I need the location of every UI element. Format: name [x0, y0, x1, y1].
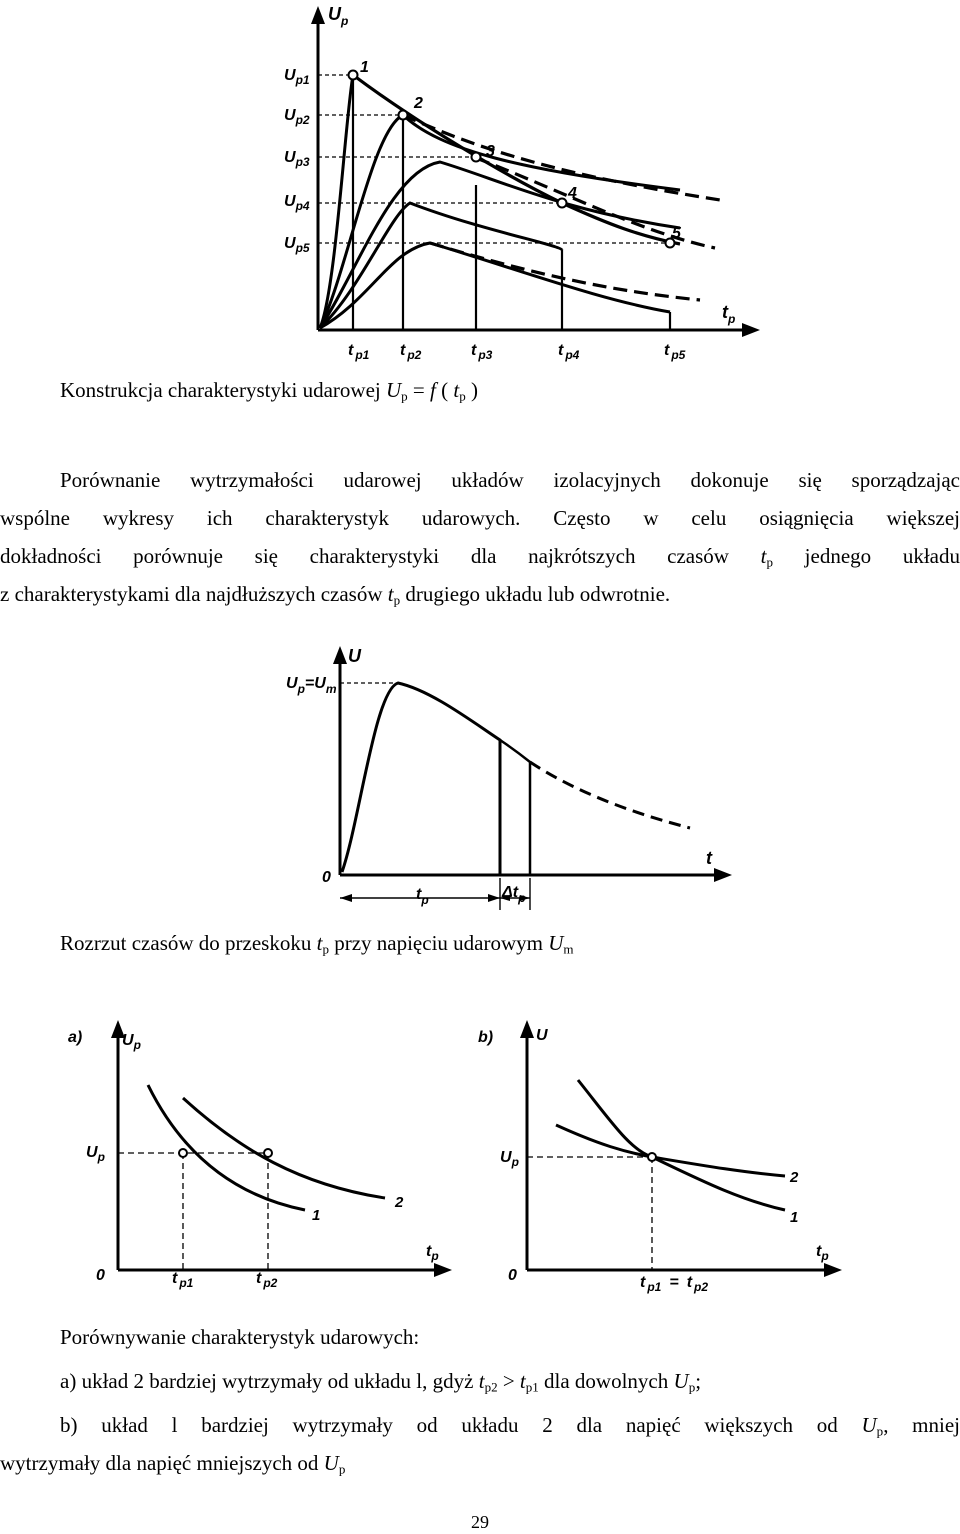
panel-a-origin: 0 [96, 1267, 105, 1284]
point-label-2: 2 [414, 95, 423, 112]
panel-a-curve-1 [148, 1085, 305, 1210]
level-label-up2: $U_{p2}$ [284, 107, 310, 127]
caption1-open: ( [435, 378, 454, 402]
panel-a-x-label: $t_p$ [426, 1243, 439, 1263]
panel-b-label: b) [478, 1029, 494, 1046]
caption-figure3 [0, 1318, 960, 1482]
panel-a-level-label: $U_p$ [86, 1144, 105, 1164]
delta-tp-label: $\Delta t_p$ [502, 884, 526, 905]
dashed-envelope-bottom [430, 243, 700, 300]
arrow-left [340, 894, 352, 902]
point-label-5: 5 [672, 225, 681, 242]
caption1-t: t [453, 378, 460, 402]
point-label-3: 3 [486, 143, 495, 160]
panel-b-curve-2-label: 2 [790, 1169, 799, 1186]
paragraph-line-4: z charakterystykami dla najdłuższych czasów $t_p$ drugiego układu lub odwrotnie. [0, 582, 671, 608]
caption1-t-sub: p [459, 388, 466, 404]
panel-a-curve-2 [183, 1098, 385, 1198]
paragraph-comparison [0, 461, 960, 613]
dashed-envelope-upper [403, 115, 720, 200]
panel-a-label: a) [68, 1029, 83, 1046]
panel-a-dashed-lines [118, 1153, 268, 1270]
level-label-up5: $U_{p5}$ [284, 235, 310, 255]
panel-b-y-arrow [520, 1020, 534, 1038]
panel-b-origin: 0 [508, 1267, 517, 1284]
time-label-tp3: t $_{p3}$ [471, 342, 493, 362]
caption1-f: f [430, 378, 436, 402]
origin-label: 0 [322, 869, 331, 886]
caption3-line-b2: wytrzymały dla napięć mniejszych od $U_p$ [0, 1451, 346, 1477]
point-label-1: 1 [360, 59, 369, 76]
paragraph-line-3: dokładności porównuje się charakterystyki dla najkrótszych czasów $t_p$ jednego układu [0, 544, 960, 570]
figure-time-scatter [0, 640, 960, 920]
caption3-title: Porównywanie charakterystyk udarowych: [60, 1325, 420, 1349]
time-label-tp4: t $_{p4}$ [558, 342, 580, 362]
impulse-wave-second [500, 740, 530, 875]
caption-figure1 [60, 378, 478, 404]
caption1-u: U [385, 378, 402, 402]
panel-a-tp1-label: t $_{p1}$ [172, 1270, 194, 1290]
panel-a-point-1 [179, 1149, 187, 1157]
caption1-close: ) [465, 378, 478, 402]
panel-b-curve-1-label: 1 [790, 1209, 799, 1226]
panel-b-curve-2 [556, 1125, 785, 1176]
page-number: 29 [471, 1512, 489, 1532]
y-axis-arrow [311, 6, 325, 24]
y-axis-label: $U_p$ [328, 4, 349, 28]
x-axis-arrow [742, 323, 760, 337]
panel-b-tp-equal-label: t $_{p1}$ = t $_{p2}$ [640, 1274, 709, 1294]
time-label-tp1: t $_{p1}$ [348, 342, 370, 362]
x-axis-arrow [714, 868, 732, 882]
panel-b-x-arrow [824, 1263, 842, 1277]
x-axis-label: $t_p$ [722, 302, 736, 326]
arrow-right [488, 894, 500, 902]
caption1-prefix: Konstrukcja charakterystyki udarowej [60, 378, 386, 402]
panel-b-level-label: $U_p$ [500, 1149, 519, 1169]
caption1-u-sub: p [401, 388, 408, 404]
panel-b-intersection-point [648, 1153, 656, 1161]
panel-a-curve-2-label: 2 [395, 1194, 404, 1211]
caption3-line-b: b) układ l bardziej wytrzymały od układu 2 dla napięć większych od $U_p$, mniej [60, 1413, 960, 1439]
dashed-tail [530, 762, 690, 828]
panel-a-curve-1-label: 1 [312, 1207, 321, 1224]
x-axis-label: t [706, 848, 712, 868]
caption3-line-a: a) układ 2 bardziej wytrzymały od układu l, gdyż $t_{p2} > t_{p1}$ dla dowolnych $U_p$; [60, 1369, 702, 1395]
point-label-4: 4 [568, 185, 577, 202]
characteristic-points [349, 71, 675, 248]
level-label-up4: $U_{p4}$ [284, 193, 310, 213]
level-label-up3: $U_{p3}$ [284, 149, 310, 169]
time-label-tp2: t $_{p2}$ [400, 342, 422, 362]
panel-b [478, 1020, 842, 1294]
tp-label: $t_p$ [416, 886, 429, 907]
panel-b-y-label: U [536, 1027, 548, 1044]
impulse-wave [342, 683, 500, 875]
figure-impulse-characteristic-construction [0, 0, 960, 370]
panel-a-x-arrow [434, 1263, 452, 1277]
panel-a-y-label: $U_p$ [122, 1032, 141, 1052]
panel-a-point-2 [264, 1149, 272, 1157]
panel-a [68, 1020, 452, 1290]
y-axis-label: U [348, 646, 361, 666]
caption1-eq: = [407, 378, 431, 402]
paragraph-line-2: wspólne wykresy ich charakterystyk udarowych. Często w celu osiągnięcia większej [0, 506, 960, 530]
caption-figure2: Rozrzut czasów do przeskoku $t_p$ przy napięciu udarowym $U_m$ [60, 931, 574, 957]
time-label-tp5: t $_{p5}$ [664, 342, 686, 362]
level-label-up-um: $U_p=U_m$ [286, 675, 337, 696]
y-axis-arrow [333, 646, 347, 664]
paragraph-line-1: Porównanie wytrzymałości udarowej układów izolacyjnych dokonuje się sporządzając [60, 468, 960, 492]
figure-characteristics-comparison [0, 1010, 960, 1310]
level-label-up1: $U_{p1}$ [284, 67, 310, 87]
panel-b-x-label: $t_p$ [816, 1243, 829, 1263]
panel-a-tp2-label: t $_{p2}$ [256, 1270, 278, 1290]
panel-b-dashed-lines [527, 1157, 652, 1270]
